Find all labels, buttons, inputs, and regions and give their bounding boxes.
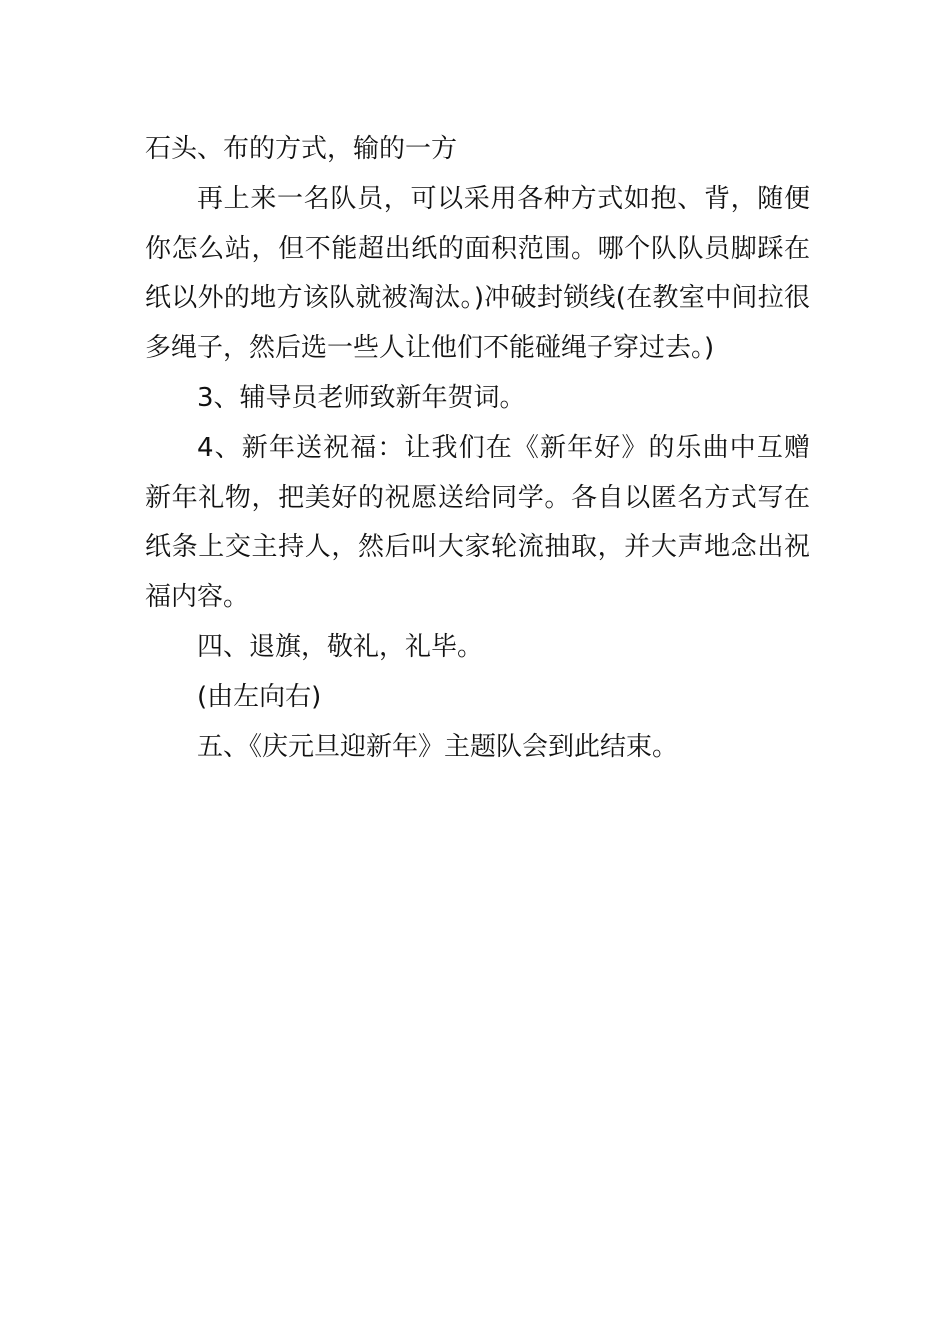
paragraph-section-5: 五、《庆元旦迎新年》主题队会到此结束。: [197, 731, 679, 762]
document-body: [145, 125, 810, 772]
paragraph-continuation: 石头、布的方式，输的一方: [145, 134, 458, 164]
paragraph-section-4: 四、退旗，敬礼，礼毕。: [197, 631, 484, 662]
paragraph-game-rules: 再上来一名队员，可以采用各种方式如抱、背，随便你怎么站，但不能超出纸的面积范围。哪个队队员脚踩在纸以外的地方该队就被淘汰。)冲破封锁线(在教室中间拉很多绳子，然后选一些人让他们不能碰绳子穿过去。): [145, 183, 810, 364]
paragraph-item-4: 4、新年送祝福：让我们在《新年好》的乐曲中互赠新年礼物，把美好的祝愿送给同学。各自以匿名方式写在纸条上交主持人，然后叫大家轮流抽取，并大声地念出祝福内容。: [145, 432, 810, 613]
paragraph-note: (由左向右): [197, 681, 322, 712]
paragraph-item-3: 3、辅导员老师致新年贺词。: [197, 382, 526, 413]
